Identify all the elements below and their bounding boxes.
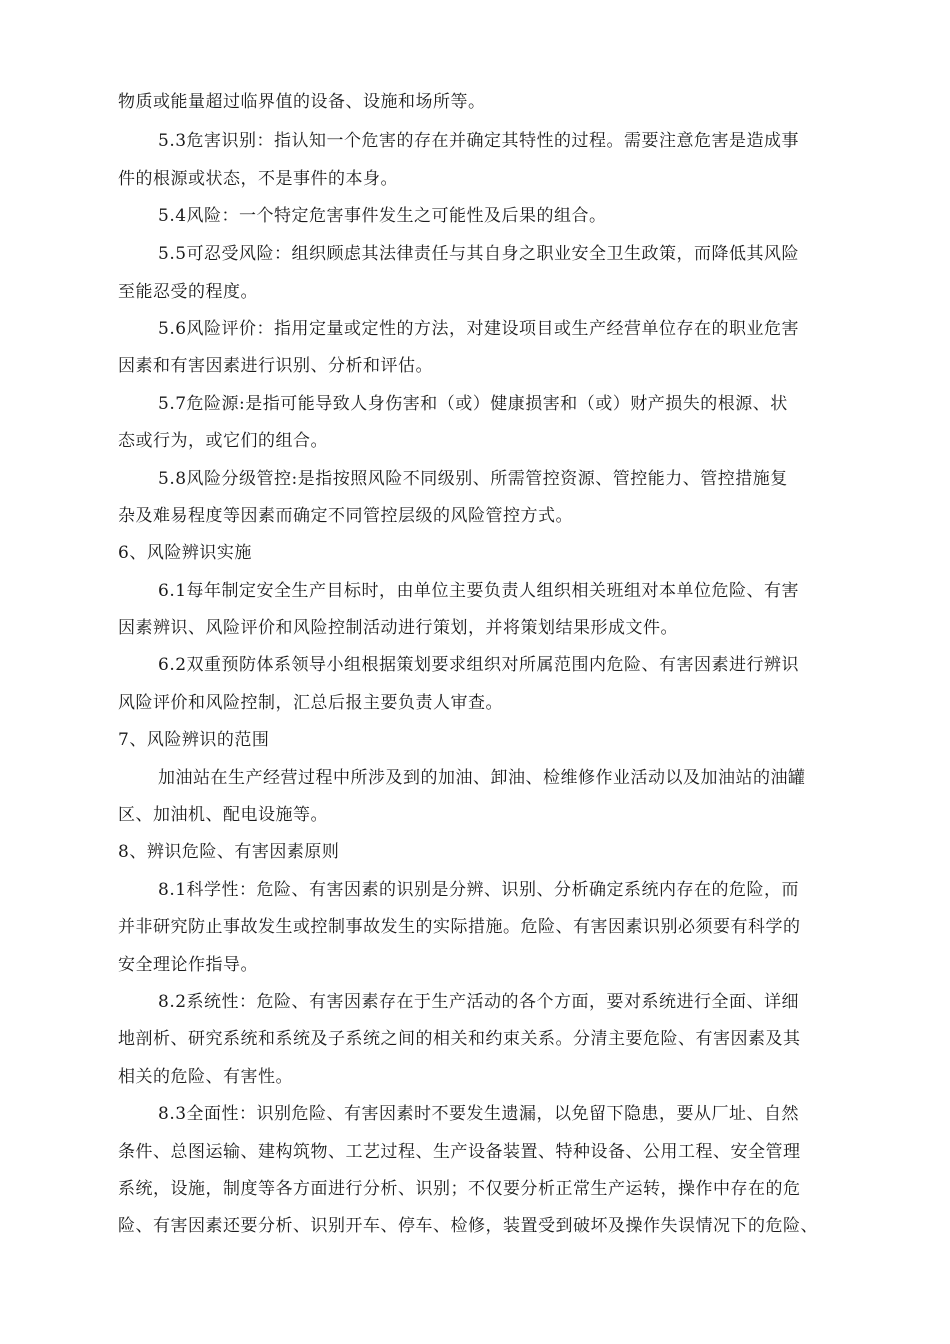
text-line: 地剖析、研究系统和系统及子系统之间的相关和约束关系。分清主要危险、有害因素及其 [118, 1029, 801, 1049]
text-line: 5.6风险评价：指用定量或定性的方法，对建设项目或生产经营单位存在的职业危害 [158, 319, 800, 339]
text-line: 8.3全面性：识别危险、有害因素时不要发生遗漏，以免留下隐患，要从厂址、自然 [158, 1104, 800, 1124]
text-line: 态或行为，或它们的组合。 [118, 431, 328, 451]
text-line: 系统，设施，制度等各方面进行分析、识别；不仅要分析正常生产运转，操作中存在的危 [118, 1179, 801, 1199]
text-line: 8.1科学性：危险、有害因素的识别是分辨、识别、分析确定系统内存在的危险，而 [158, 880, 800, 900]
text-line: 5.5可忍受风险：组织顾虑其法律责任与其自身之职业安全卫生政策，而降低其风险 [158, 244, 800, 264]
text-line: 5.4风险：一个特定危害事件发生之可能性及后果的组合。 [158, 206, 607, 226]
text-line: 件的根源或状态，不是事件的本身。 [118, 169, 398, 189]
text-line: 杂及难易程度等因素而确定不同管控层级的风险管控方式。 [118, 506, 573, 526]
text-line: 风险评价和风险控制，汇总后报主要负责人审查。 [118, 693, 503, 713]
text-line: 加油站在生产经营过程中所涉及到的加油、卸油、检维修作业活动以及加油站的油罐 [158, 768, 806, 788]
text-line: 安全理论作指导。 [118, 955, 258, 975]
section-heading: 6、风险辨识实施 [118, 543, 252, 563]
text-line: 条件、总图运输、建构筑物、工艺过程、生产设备装置、特种设备、公用工程、安全管理 [118, 1142, 801, 1162]
text-line: 6.2双重预防体系领导小组根据策划要求组织对所属范围内危险、有害因素进行辨识 [158, 655, 800, 675]
text-line: 至能忍受的程度。 [118, 282, 258, 302]
text-line: 物质或能量超过临界值的设备、设施和场所等。 [118, 92, 486, 112]
text-line: 5.8风险分级管控:是指按照风险不同级别、所需管控资源、管控能力、管控措施复 [158, 469, 788, 489]
text-line: 因素辨识、风险评价和风险控制活动进行策划，并将策划结果形成文件。 [118, 618, 678, 638]
section-heading: 8、辨识危险、有害因素原则 [118, 842, 340, 862]
text-line: 并非研究防止事故发生或控制事故发生的实际措施。危险、有害因素识别必须要有科学的 [118, 917, 801, 937]
text-line: 8.2系统性：危险、有害因素存在于生产活动的各个方面，要对系统进行全面、详细 [158, 992, 800, 1012]
text-line: 5.7危险源:是指可能导致人身伤害和（或）健康损害和（或）财产损失的根源、状 [158, 394, 788, 414]
text-line: 相关的危险、有害性。 [118, 1067, 293, 1087]
text-line: 区、加油机、配电设施等。 [118, 805, 328, 825]
text-line: 因素和有害因素进行识别、分析和评估。 [118, 356, 433, 376]
text-line: 5.3危害识别：指认知一个危害的存在并确定其特性的过程。需要注意危害是造成事 [158, 131, 800, 151]
section-heading: 7、风险辨识的范围 [118, 730, 270, 750]
text-line: 6.1每年制定安全生产目标时，由单位主要负责人组织相关班组对本单位危险、有害 [158, 581, 800, 601]
text-line: 险、有害因素还要分析、识别开车、停车、检修，装置受到破坏及操作失误情况下的危险、 [118, 1216, 818, 1236]
